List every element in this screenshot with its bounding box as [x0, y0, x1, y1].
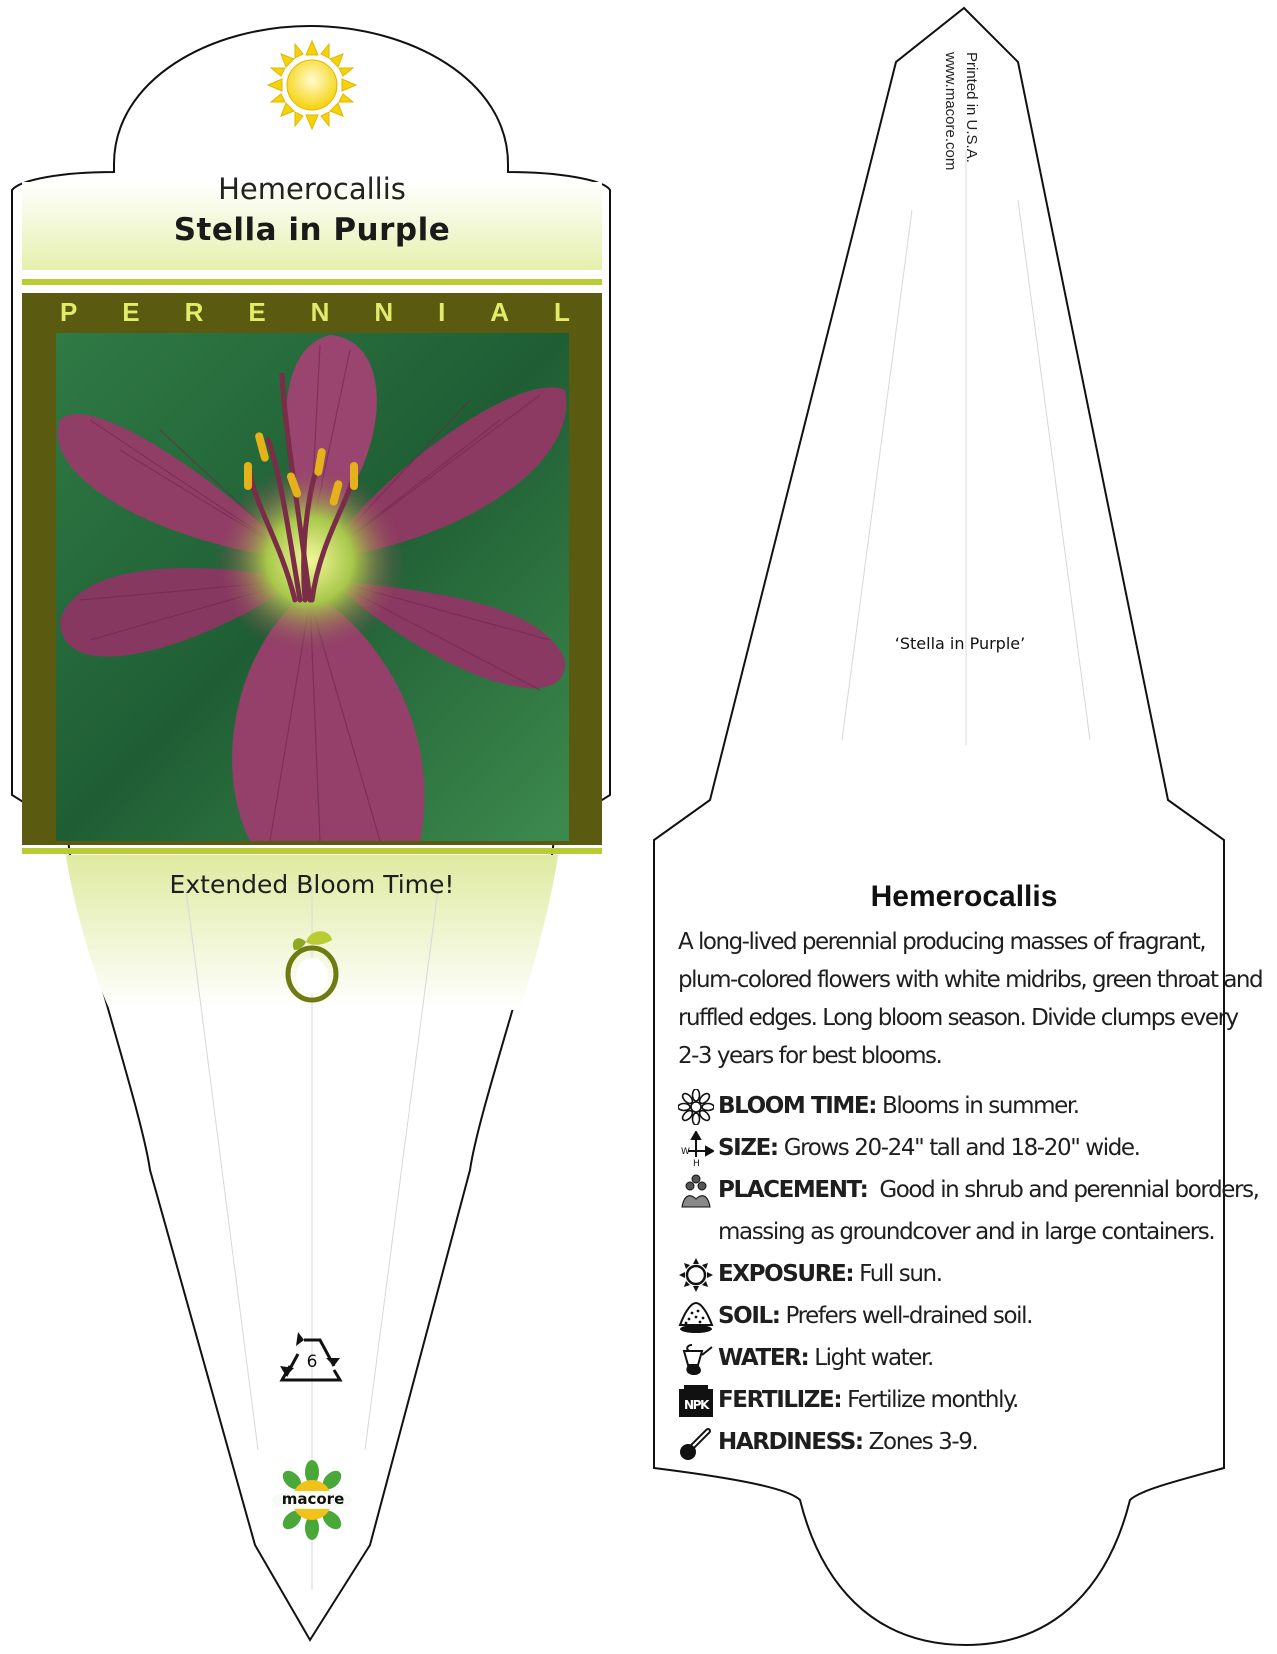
svg-text:NPK: NPK — [684, 1398, 708, 1412]
care-label: SIZE: — [718, 1135, 778, 1161]
description: A long-lived perennial producing masses of fragrant, plum-colored flowers with white midribs, green throat and ruffled edges. Long bloom season. Divide clumps every 2-3 years for best blooms. — [678, 929, 1263, 1069]
care-text: Full sun. — [859, 1261, 942, 1287]
care-label: WATER: — [718, 1345, 809, 1371]
category-label — [60, 297, 570, 328]
category-letter: A — [490, 297, 510, 327]
care-label: BLOOM TIME: — [718, 1093, 877, 1119]
svg-text:H: H — [693, 1159, 699, 1167]
category-letter: E — [248, 297, 266, 327]
watering-can-icon — [678, 1341, 714, 1377]
back-cultivar: ‘Stella in Purple’ — [894, 634, 1026, 653]
front-genus: Hemerocallis — [218, 172, 406, 206]
category-letter: N — [374, 297, 394, 327]
care-label: FERTILIZE: — [718, 1387, 842, 1413]
care-row-soil — [678, 1295, 1268, 1337]
care-row-size — [678, 1127, 1268, 1169]
care-row-bloom-time — [678, 1085, 1268, 1127]
care-label: SOIL: — [718, 1303, 780, 1329]
soil-icon — [678, 1299, 714, 1335]
brand-name: macore — [281, 1490, 345, 1508]
website-line: www.macore.com — [942, 52, 959, 171]
care-text: Zones 3-9. — [868, 1429, 978, 1455]
recycle-number: 6 — [306, 1352, 318, 1372]
care-row-water — [678, 1337, 1268, 1379]
care-label: PLACEMENT: — [718, 1177, 868, 1203]
care-text: Prefers well-drained soil. — [785, 1303, 1033, 1329]
care-text-wrap — [718, 1169, 1268, 1253]
care-label: HARDINESS: — [718, 1429, 863, 1455]
category-letter: L — [554, 297, 570, 327]
printed-line: Printed in U.S.A. — [963, 52, 980, 163]
size-arrows-icon — [678, 1131, 714, 1167]
category-letter: I — [438, 297, 446, 327]
care-row-placement — [678, 1169, 1268, 1253]
care-row-hardiness — [678, 1421, 1268, 1463]
sun-exposure-icon — [678, 1257, 714, 1293]
svg-text:W: W — [681, 1147, 689, 1157]
category-letter: P — [60, 297, 78, 327]
flower-icon — [678, 1089, 714, 1125]
care-text: Good in shrub and perennial borders, massing as groundcover and in large containers. — [718, 1177, 1259, 1245]
care-text: Light water. — [814, 1345, 933, 1371]
care-row-exposure — [678, 1253, 1268, 1295]
care-list — [678, 1085, 1268, 1463]
category-letter: E — [122, 297, 140, 327]
care-label: EXPOSURE: — [718, 1261, 854, 1287]
printed-in-note — [932, 52, 982, 272]
placement-icon — [678, 1173, 714, 1209]
care-text: Fertilize monthly. — [847, 1387, 1018, 1413]
category-letter: R — [184, 297, 204, 327]
tagline: Extended Bloom Time! — [169, 870, 455, 899]
care-text: Blooms in summer. — [882, 1093, 1079, 1119]
care-text: Grows 20-24" tall and 18-20" wide. — [783, 1135, 1140, 1161]
back-title: Hemerocallis — [870, 880, 1058, 913]
care-row-fertilize — [678, 1379, 1268, 1421]
front-cultivar: Stella in Purple — [173, 212, 451, 248]
category-letter: N — [310, 297, 330, 327]
thermometer-icon — [678, 1425, 714, 1461]
npk-fertilizer-icon — [678, 1383, 714, 1419]
